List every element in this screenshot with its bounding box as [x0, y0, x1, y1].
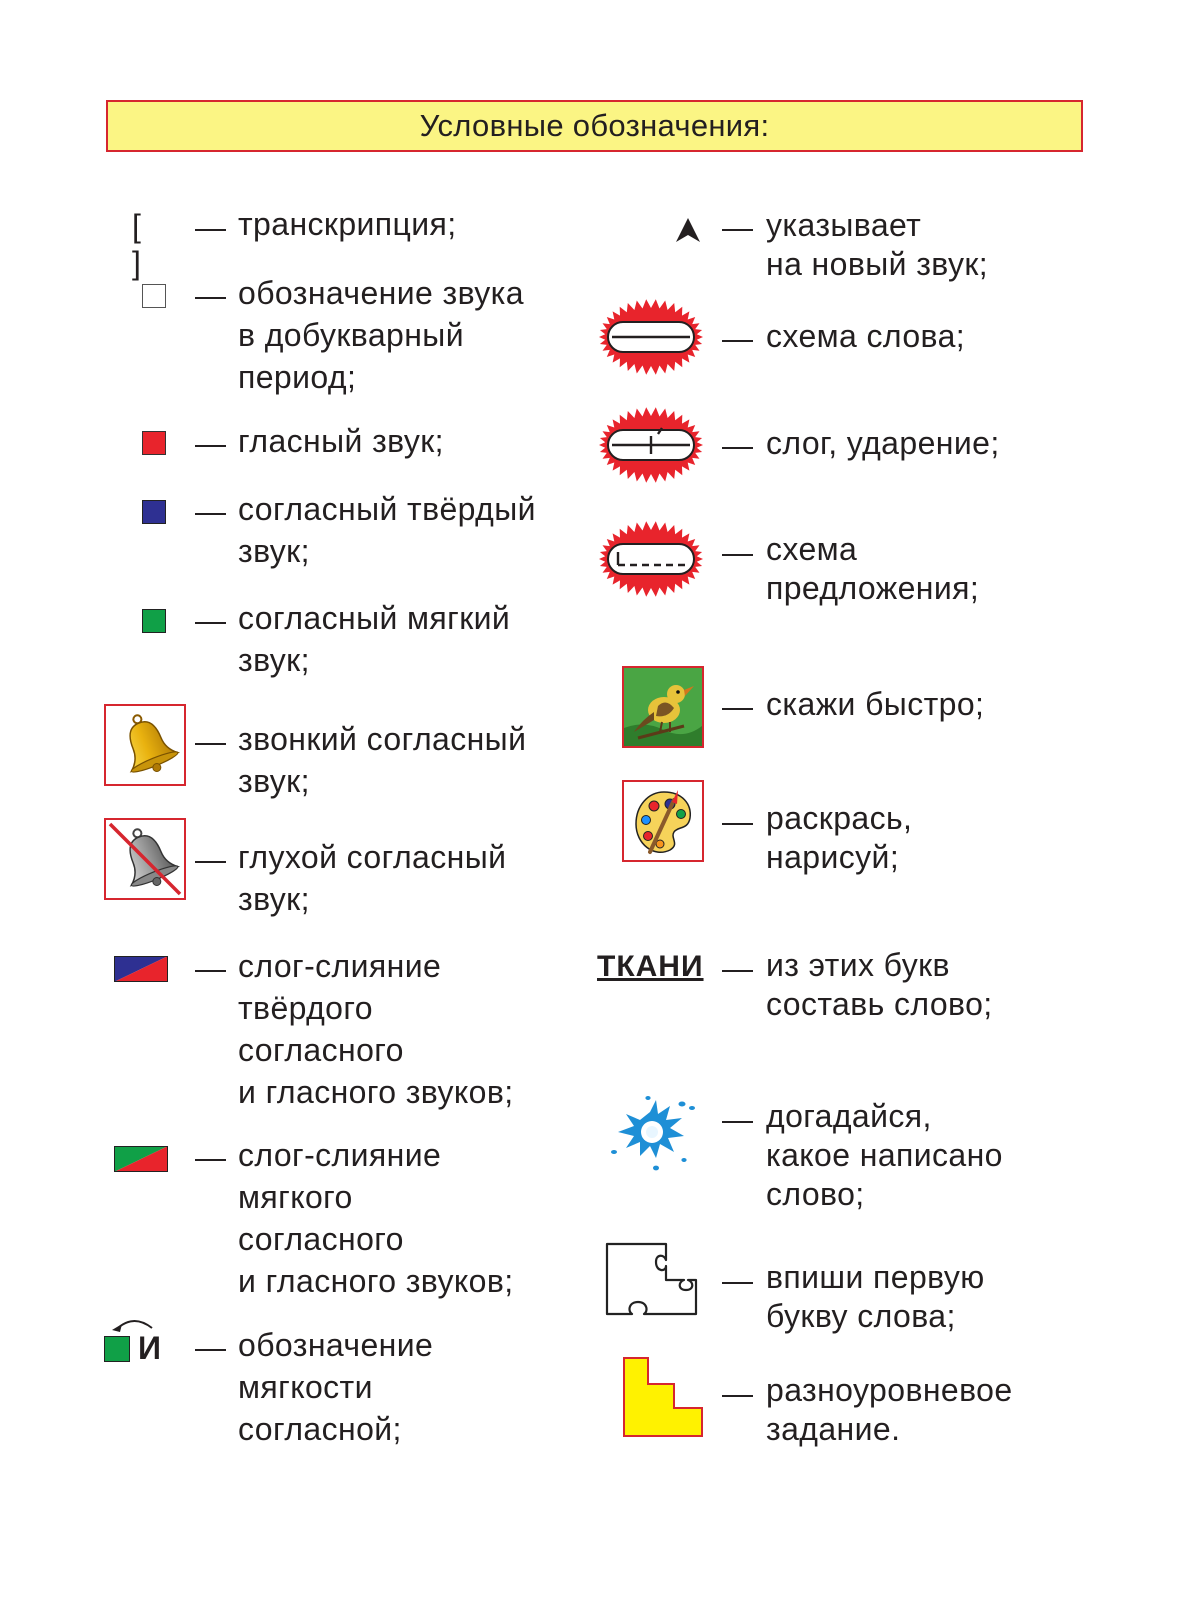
- stairs-icon: [622, 1356, 706, 1445]
- word-scheme-icon: [598, 298, 704, 381]
- dash: —: [195, 278, 226, 313]
- dash: —: [722, 535, 753, 570]
- legend-text: согласный мягкий звук;: [238, 600, 511, 678]
- dash: —: [195, 951, 226, 986]
- crossed-bell-icon: [104, 818, 186, 900]
- blue-square-icon: [142, 500, 166, 524]
- dash: —: [722, 1263, 753, 1298]
- dash: —: [195, 1330, 226, 1365]
- dash: —: [722, 210, 753, 245]
- palette-icon: [622, 780, 704, 862]
- legend-text: догадайся, какое написано слово;: [766, 1098, 1003, 1212]
- legend-text: раскрась, нарисуй;: [766, 800, 913, 875]
- bird-icon: [622, 666, 704, 748]
- legend-text: обозначение мягкости согласной;: [238, 1327, 434, 1447]
- anagram-word: ТКАНИ: [597, 950, 704, 983]
- legend-text: звонкий согласный звук;: [238, 721, 527, 799]
- softness-mark-icon: [102, 1312, 172, 1372]
- dash: —: [722, 951, 753, 986]
- dash: —: [195, 724, 226, 759]
- dash: —: [195, 1140, 226, 1175]
- splash-icon: [604, 1092, 700, 1179]
- dash: —: [722, 321, 753, 356]
- dash: —: [195, 842, 226, 877]
- legend-text: транскрипция;: [238, 206, 457, 242]
- dash: —: [195, 494, 226, 529]
- legend-text: скажи быстро;: [766, 686, 985, 722]
- legend-text: гласный звук;: [238, 423, 444, 459]
- legend-title: Условные обозначения:: [106, 100, 1083, 152]
- syllable-stress-scheme-icon: [598, 406, 704, 489]
- bell-icon: [104, 704, 186, 786]
- legend-text: указывает на новый звук;: [766, 207, 989, 282]
- red-square-icon: [142, 431, 166, 455]
- legend-text: впиши первую букву слова;: [766, 1259, 985, 1334]
- legend-text: согласный твёрдый звук;: [238, 491, 536, 569]
- dash: —: [722, 428, 753, 463]
- legend-text: из этих букв составь слово;: [766, 947, 993, 1022]
- dash: —: [722, 804, 753, 839]
- legend-text: слог-слияние твёрдого согласного и гласного звуков;: [238, 948, 514, 1110]
- legend-text: схема предложения;: [766, 531, 980, 606]
- legend-text: обозначение звука в добукварный период;: [238, 275, 524, 395]
- dash: —: [722, 1376, 753, 1411]
- dash: —: [722, 689, 753, 724]
- green-square-icon: [104, 1336, 130, 1362]
- green-square-icon: [142, 609, 166, 633]
- puzzle-piece-icon: [604, 1240, 698, 1323]
- stress-arrow-icon: [674, 216, 702, 249]
- legend-text: схема слова;: [766, 318, 966, 354]
- legend-text: слог-слияние мягкого согласного и гласного звуков;: [238, 1137, 514, 1299]
- legend-text: глухой согласный звук;: [238, 839, 507, 917]
- sentence-scheme-icon: [598, 520, 704, 603]
- dash: —: [195, 603, 226, 638]
- dash: —: [195, 426, 226, 461]
- legend-text: слог, ударение;: [766, 425, 1000, 461]
- legend-text: разноуровневое задание.: [766, 1372, 1013, 1447]
- letter-i: И: [138, 1330, 161, 1366]
- green-red-split-rect-icon: [114, 1146, 168, 1177]
- blue-red-split-rect-icon: [114, 956, 168, 987]
- dash: —: [195, 210, 226, 245]
- dash: —: [722, 1102, 753, 1137]
- brackets-symbol: [ ]: [132, 208, 149, 281]
- empty-square-icon: [142, 284, 166, 308]
